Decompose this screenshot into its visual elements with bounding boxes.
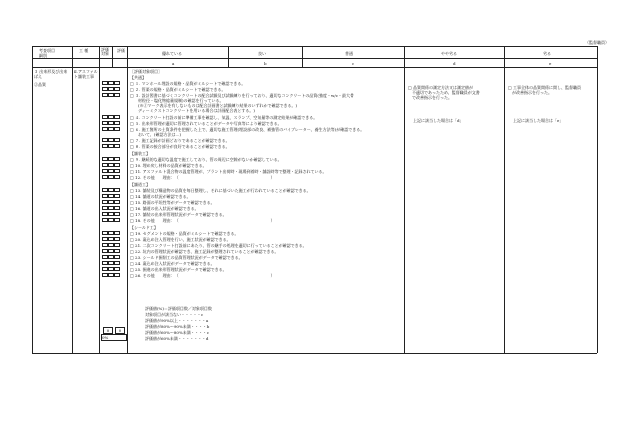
eval-checkbox-row[interactable] [102,121,120,126]
score-box-0: 0 [103,327,113,334]
letter-a: a [172,61,175,66]
eval-checkbox[interactable] [114,267,120,271]
eval-checkbox[interactable] [114,127,120,131]
list-item: □ 12. その他 理由：（ ） [130,175,275,180]
header-work: 工 種 [79,48,89,53]
eval-checkbox[interactable] [114,206,120,210]
header-bottom [32,67,597,68]
group-title-road: 【舗道工】 [130,182,150,187]
eval-checkbox-row[interactable] [102,273,120,278]
letter-d: d [453,61,456,66]
group-title-common: 【共通】 [130,75,146,80]
letter-c: c [352,61,355,66]
eval-checkbox[interactable] [114,175,120,179]
eval-checkbox[interactable] [114,188,120,192]
list-item: □ 21. 二次コンクリート打設前にあたり、管の継手の処理を適切に行っていることが確認できる。 [130,243,307,248]
rating-rule: 対象項目が該当ない・・・・・c [145,312,204,317]
list-item: □ 18. その他 理由：（ ） [130,218,275,223]
eval-checkbox-row[interactable] [102,249,120,254]
list-item: □ ４. コンクリート打設の前に準備工事を確認し、気温、スランプ、空気量等の測定結果が確認できる。 [130,115,318,120]
list-item: □ 10. 埋め戻し材料の品質が確認できる。 [130,163,207,168]
eval-checkbox[interactable] [114,169,120,173]
list-item: ディーミクストコンクリートを用いる場合は計画配合表とする。) [130,108,255,113]
col-d-text: 不適切であったため、監督職員が文書 [408,90,480,95]
grade-d: やや劣る [441,51,457,56]
col-line-6 [302,46,303,67]
rating-rule: 評価値が80%〜90%未満・・・・b [145,324,210,329]
list-item: □ ９. 継続的な適切な温度で施工しており、管の周辺に空隙がないか確認している。 [130,157,282,162]
eval-checkbox[interactable] [114,144,120,148]
col-line-1 [72,46,73,353]
list-item: □ 22. 坑内の管理状況が確認でき、施工記録が整理されていることが確認できる。 [130,249,279,254]
col-d-text: で改善指示を行った。 [408,95,452,100]
rating-rule: 評価値が60%〜80%未満・・・・c [145,330,210,335]
eval-checkbox-row[interactable] [102,157,120,162]
eval-checkbox-row[interactable] [102,267,120,272]
rating-rule: 評価値が60%未満・・・・・・・d [145,336,209,341]
list-item: □ 16. 舗道の出入状況が確認できる。 [130,206,199,211]
group-title-paving: 【舗装工】 [130,151,150,156]
col-line-5 [228,46,229,67]
eval-checkbox[interactable] [114,255,120,259]
eval-checkbox[interactable] [114,200,120,204]
letter-e: e [549,61,552,66]
list-item: □ １. マンホール埋設の規格・品質がミルシートで確認できる。 [130,81,246,86]
rating-rule: 評価値が90%以上・・・・・・・a [145,318,209,323]
grade-e: 劣る [543,51,551,56]
list-item: □ ３. 設計図書に基づくコンクリートの配合試験及び試験練りを行っており、適切なコンクリートの品質(強度・w/c・最大骨 [130,93,355,98]
eval-checkbox[interactable] [114,163,120,167]
list-item: □ 14. 舗道の状況が確認できる。 [130,194,191,199]
list-item: □ ５. 出来形管理が適切に管理されていることがデータや写真等により確認できる。 [130,121,282,126]
list-item: (※Ⓙマーク表示を有しないものは配合計画書と試験練り結果のいずれかで確認できる。) [130,103,298,108]
score-percent: 0% [101,334,127,341]
eval-checkbox-row[interactable] [102,194,120,199]
eval-checkbox-row[interactable] [102,261,120,266]
list-item: □ ２. 管渠の規格・品質がミルシートで確認できる。 [130,87,226,92]
grade-c: 普通 [345,51,353,56]
header-sub: 細別 [39,53,47,58]
col-line-2 [99,46,100,353]
work-label: Ⅱ.アスファルト舗装工事 [74,69,98,79]
eval-checkbox[interactable] [114,218,120,222]
eval-checkbox-row[interactable] [102,93,120,98]
eval-checkbox[interactable] [114,157,120,161]
list-item: □ 26. その他 理由：（ ） [130,273,275,278]
rating-rule: 評価値(%)＝評価項目数／対象項目数 [145,306,212,311]
col-line-9 [597,46,598,353]
header-item: 考査項目 [39,48,55,53]
list-item: □ 17. 舗装の出来形管理状況がデータで確認できる。 [130,212,227,217]
eval-checkbox-row[interactable] [102,231,120,236]
list-item: □ 13. 舗装及び構造物の品質を毎日整理し、それに基づいた施工が行われていることが確認できる。 [130,188,311,193]
item-label: ３ 出来形及び出来ばえ [34,69,68,79]
eval-checkbox[interactable] [114,93,120,97]
eval-checkbox-row[interactable] [102,163,120,168]
col-line-3 [112,46,113,67]
list-item: □ 23. シールド掘削工の品質管理状況がデータで確認できる。 [130,255,243,260]
eval-checkbox[interactable] [114,212,120,216]
list-item: おいて、(確認方法は…) [130,132,182,137]
list-item: □ 11. アスファルト混合物の温度管理が、プラント出荷時・現場到着時・舗設時等で整理・記録されている。 [130,169,327,174]
eval-checkbox[interactable] [114,194,120,198]
eval-checkbox[interactable] [114,273,120,277]
eval-checkbox[interactable] [114,261,120,265]
eval-checkbox-row[interactable] [102,144,120,149]
eval-checkbox[interactable] [114,87,120,91]
grade-b: 良い [258,51,266,56]
eval-checkbox-row[interactable] [102,255,120,260]
score-box-1: 0 [115,327,125,334]
list-item: □ 15. 路面の平坦性等がデータで確認できる。 [130,200,215,205]
col-d-note: 上記に該当した場合は「d」 [413,118,464,123]
list-item: □ 20. 裏込め注入管理を行い、施工状況が確認できる。 [130,237,231,242]
list-item: □ ８. 管渠の接合部分が良好であることが確認できる。 [130,144,230,149]
eval-checkbox-row[interactable] [102,175,120,180]
col-d-text: □ 品質関係の測定方法又は測定値が [408,85,474,90]
list-item: □ 19. セグメントの規格・品質がミルシートで確認できる。 [130,231,239,236]
eval-checkbox[interactable] [114,249,120,253]
eval-checkbox-row[interactable] [102,81,120,86]
eval-checkbox-row[interactable] [102,127,120,132]
col-line-0 [32,46,33,353]
col-line-8 [504,46,505,353]
eval-checkbox-row[interactable] [102,243,120,248]
eval-checkbox-row[interactable] [102,87,120,92]
eval-checkbox-row[interactable] [102,115,120,120]
col-e-note: 上記に該当した場合は「e」 [513,118,564,123]
sub-label: ②品質 [34,82,46,87]
eval-checkbox-row[interactable] [102,138,120,143]
list-item: □ ６. 施工箇所の土質条件を把握した上で、適切な施工管理(埋設部の改良、補強管のバイブレーター、養生方法等)が確認できる。 [130,127,365,132]
list-item: □ 24. 裏込め注入状況がデータで確認できる。 [130,261,215,266]
eval-checkbox-row[interactable] [102,200,120,205]
eval-checkbox[interactable] [114,237,120,241]
eval-checkbox-row[interactable] [102,218,120,223]
col-e-text: が改善指示を行った。 [508,90,552,95]
table-top-border [32,46,597,47]
col-line-4 [127,46,128,353]
grade-a: 優れている [162,51,182,56]
col-e-text: □ 工事全体の品質関係に関し、監督職員 [508,85,582,90]
section-title: ［評価対象項目］ [130,69,162,74]
eval-checkbox[interactable] [114,138,120,142]
list-item: 材粒径・塩化物総量規制)の確認を行っている。 [130,98,224,103]
top-right-label: （監督職員） [585,40,609,45]
header-eval: 評価対象 [101,47,109,56]
eval-checkbox-row[interactable] [102,206,120,211]
group-title-shield: 【シールド工】 [130,225,158,230]
eval-checkbox-row[interactable] [102,188,120,193]
eval-checkbox[interactable] [114,231,120,235]
list-item: □ 25. 掘進の出来形管理状況がデータで確認できる。 [130,267,227,272]
letter-b: b [264,61,267,66]
eval-checkbox[interactable] [114,121,120,125]
eval-checkbox[interactable] [114,243,120,247]
header-score: 評価 [117,48,125,53]
list-item: □ ７. 施工記録が計画どおりであることが確認できる。 [130,138,230,143]
table-bottom-border [32,353,597,354]
eval-checkbox-row[interactable] [102,212,120,217]
eval-checkbox-row[interactable] [102,237,120,242]
header-divider [32,58,597,59]
col-line-7 [404,46,405,353]
eval-checkbox[interactable] [114,81,120,85]
eval-checkbox[interactable] [114,115,120,119]
eval-checkbox-row[interactable] [102,169,120,174]
